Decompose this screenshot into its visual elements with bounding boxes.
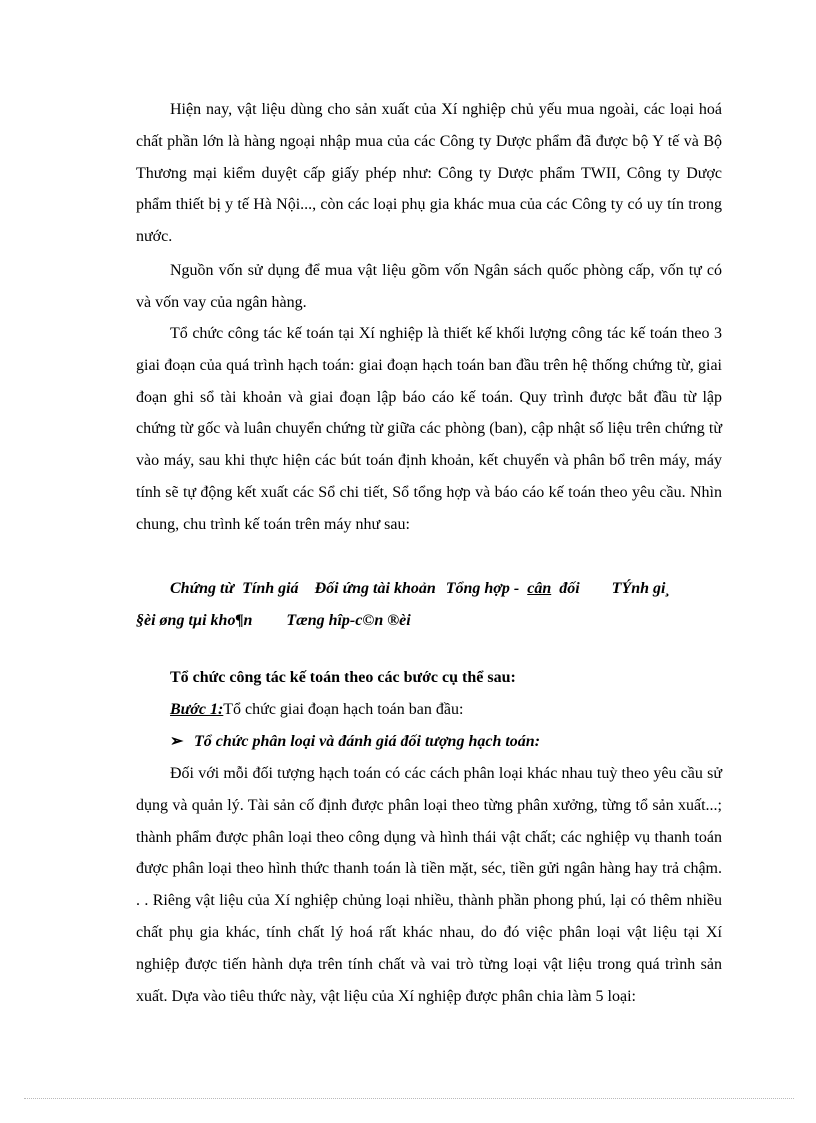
flow-item-valuation: Tính giá — [242, 580, 299, 597]
step-text: Tổ chức giai đoạn hạch toán ban đầu: — [223, 701, 464, 718]
flow-item-account-mapping-garbled: §èi øng tµi kho¶n — [136, 612, 253, 629]
flow-item-vouchers: Chứng từ — [170, 580, 235, 597]
accounting-flow-line-2 — [136, 605, 696, 637]
paragraph-material-sources: Hiện nay, vật liệu dùng cho sản xuất của Xí nghiệp chủ yếu mua ngoài, các loại hoá chất phần lớn là hàng ngoại nhập mua của các Công ty Dược phẩm đã được bộ Y tế và Bộ Thương mại kiểm duyệt cấp giấy phép như: Công ty Dược phẩm TWII, Công ty Dược phẩm thiết bị y tế Hà Nội..., còn các loại phụ gia khác mua của các Công ty có uy tín trong nước. — [136, 101, 722, 246]
accounting-flow-line-1 — [170, 573, 730, 605]
flow-item-balance: cân — [527, 580, 552, 597]
flow-item-summary: Tổng hợp - — [445, 580, 520, 597]
step-1 — [170, 694, 463, 726]
bullet-text: Tổ chức phân loại và đánh giá đối tượng hạch toán: — [194, 733, 541, 750]
flow-item-valuation-garbled: TÝnh gi¸ — [611, 580, 671, 597]
flow-item-account-mapping: Đối ứng tài khoản — [314, 580, 436, 597]
flow-item-balance-suffix: đối — [559, 580, 580, 597]
bullet-item — [170, 726, 540, 758]
step-label: Bước 1: — [170, 701, 224, 718]
paragraph-funding: Nguồn vốn sử dụng để mua vật liệu gồm vốn Ngân sách quốc phòng cấp, vốn tự có và vốn vay của ngân hàng. — [136, 262, 722, 311]
section-heading: Tổ chức công tác kế toán theo các bước cụ thể sau: — [170, 669, 516, 686]
paragraph-classification: Đối với mỗi đối tượng hạch toán có các cách phân loại khác nhau tuỳ theo yêu cầu sử dụng và quản lý. Tài sản cố định được phân loại theo từng phân xưởng, từng tổ sản xuất...; thành phẩm được phân loại theo công dụng và hình thái vật chất; các nghiệp vụ thanh toán được phân loại theo hình thức thanh toán là tiền mặt, séc, tiền gửi ngân hàng hay trả chậm. . . Riêng vật liệu của Xí nghiệp chủng loại nhiều, thành phần phong phú, lại có thêm nhiều chất phụ gia khác, tính chất lý hoá rất khác nhau, do đó việc phân loại vật liệu tại Xí nghiệp được tiến hành dựa trên tính chất và vai trò từng loại vật liệu trong quá trình sản xuất. Dựa vào tiêu thức này, vật liệu của Xí nghiệp được phân chia làm 5 loại: — [136, 765, 722, 1005]
footer-divider — [24, 1098, 794, 1099]
arrow-bullet-icon: ➢ — [170, 733, 184, 750]
paragraph-accounting-organization: Tổ chức công tác kế toán tại Xí nghiệp là thiết kế khối lượng công tác kế toán theo 3 giai đoạn của quá trình hạch toán: giai đoạn hạch toán ban đầu trên hệ thống chứng từ, giai đoạn ghi sổ tài khoản và giai đoạn lập báo cáo kế toán. Quy trình được bắt đầu từ lập chứng từ gốc và luân chuyển chứng từ giữa các phòng (ban), cập nhật số liệu trên chứng từ vào máy, sau khi thực hiện các bút toán định khoản, kết chuyển và phân bổ trên máy, máy tính sẽ tự động kết xuất các Sổ chi tiết, Sổ tổng hợp và báo cáo kế toán theo yêu cầu. Nhìn chung, chu trình kế toán trên máy như sau: — [136, 325, 722, 533]
flow-item-summary-garbled: Tæng hîp-c©n ®èi — [286, 612, 411, 629]
